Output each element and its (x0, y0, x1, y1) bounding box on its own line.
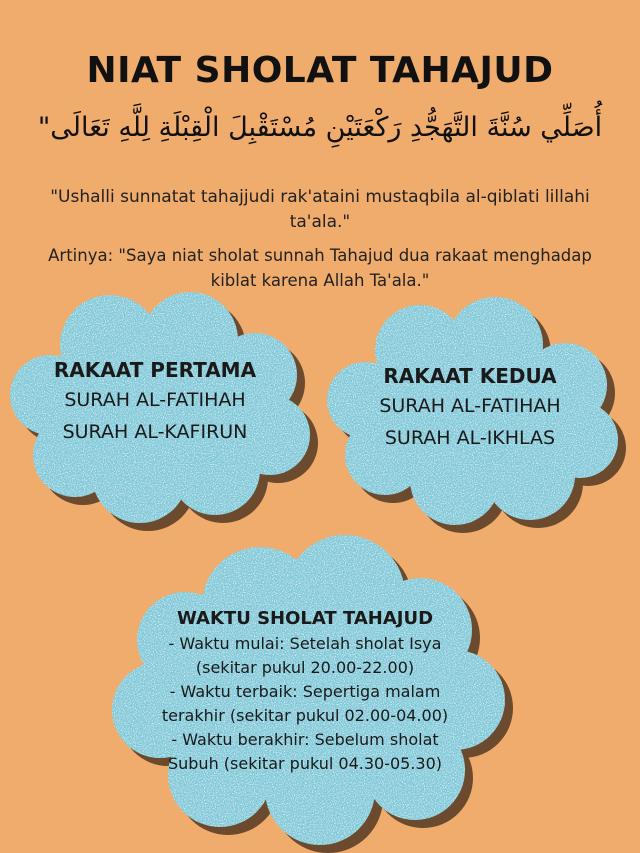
waktu-line: terakhir (sekitar pukul 02.00-04.00) (161, 706, 449, 725)
waktu-line: - Waktu terbaik: Sepertiga malam (169, 682, 441, 701)
page-title: NIAT SHOLAT TAHAJUD (86, 50, 554, 91)
arabic-niat: أُصَلِّي سُنَّةَ التَّهَجُّدِ رَكْعَتَيْنِ مُسْتَقْبِلَ الْقِبْلَةِ لِلَّهِ تَعَالَى" (37, 112, 603, 143)
rakaat-pertama-surah-1: SURAH AL-FATIHAH (64, 389, 246, 411)
rakaat-pertama-surah-2: SURAH AL-KAFIRUN (62, 421, 248, 443)
rakaat-kedua-title: RAKAAT KEDUA (383, 364, 557, 388)
rakaat-pertama-title: RAKAAT PERTAMA (53, 358, 257, 382)
waktu-tahajud-text (150, 606, 460, 776)
latin-transliteration: "Ushalli sunnatat tahajjudi rak'ataini mustaqbila al-qiblati lillahi ta'ala." (50, 187, 590, 232)
waktu-line: (sekitar pukul 20.00-22.00) (195, 658, 415, 677)
waktu-title: WAKTU SHOLAT TAHAJUD (176, 608, 434, 629)
rakaat-pertama-text (30, 356, 280, 448)
waktu-line: - Waktu berakhir: Sebelum sholat (171, 730, 439, 749)
waktu-line: - Waktu mulai: Setelah sholat Isya (168, 634, 442, 653)
meaning-text: Artinya: "Saya niat sholat sunnah Tahajud dua rakaat menghadap kiblat karena Allah Ta'ala." (48, 246, 592, 290)
rakaat-kedua-surah-1: SURAH AL-FATIHAH (379, 395, 561, 417)
rakaat-kedua-text (345, 362, 595, 454)
waktu-line: Subuh (sekitar pukul 04.30-05.30) (167, 754, 443, 773)
rakaat-kedua-surah-2: SURAH AL-IKHLAS (384, 427, 556, 449)
